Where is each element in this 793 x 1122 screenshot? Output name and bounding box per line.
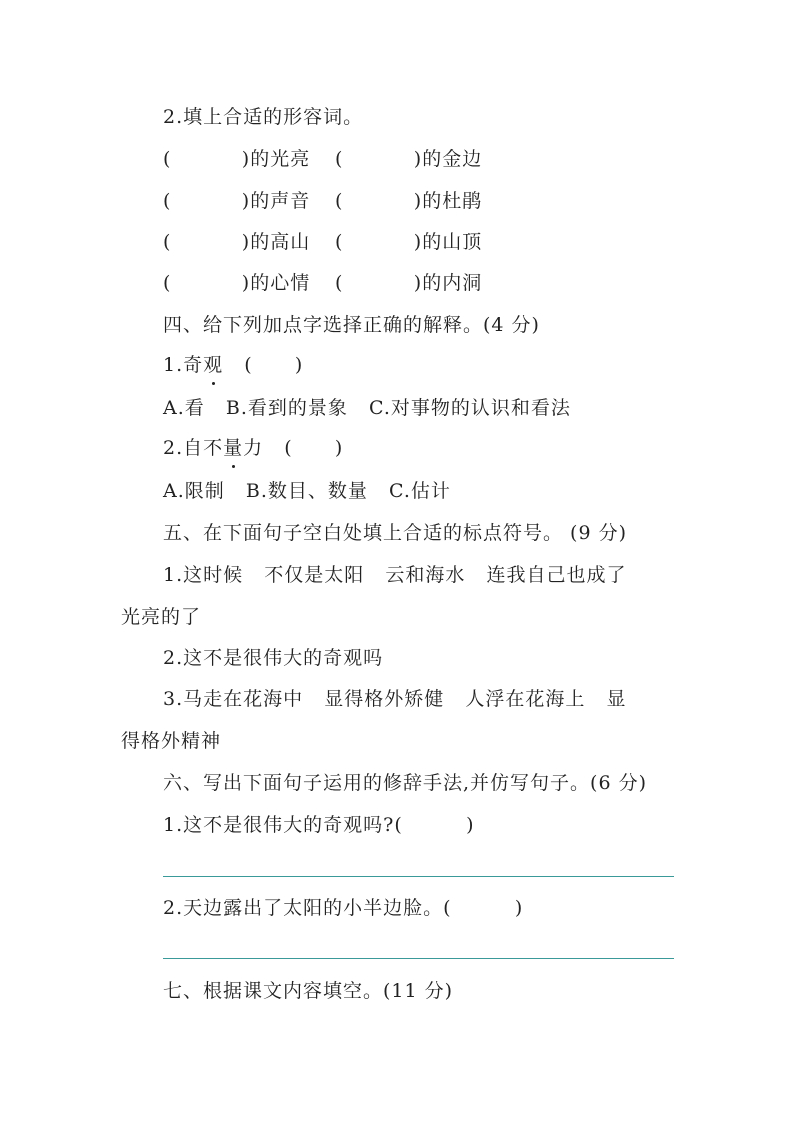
s4-question1 bbox=[163, 352, 303, 378]
s4-q2-dotted-char bbox=[223, 435, 243, 461]
s5-sentence3-cont: 得格外精神 bbox=[121, 730, 222, 752]
q2-row3-a: ( )的高山 bbox=[163, 231, 311, 253]
section6-title: 六、写出下面句子运用的修辞手法,并仿写句子。(6 分) bbox=[163, 772, 647, 794]
section7-title: 七、根据课文内容填空。(11 分) bbox=[163, 980, 454, 1002]
s6-q1-answer-line[interactable] bbox=[163, 876, 674, 877]
s4-q1-prefix: 1.奇 bbox=[163, 354, 204, 376]
section5-title: 五、在下面句子空白处填上合适的标点符号。 (9 分) bbox=[163, 522, 627, 544]
s4-q1-dotted-char bbox=[203, 352, 223, 378]
q2-title: 2.填上合适的形容词。 bbox=[163, 106, 364, 128]
s5-sentence3: 3.马走在花海中 显得格外矫健 人浮在花海上 显 bbox=[163, 688, 627, 710]
section4-title: 四、给下列加点字选择正确的解释。(4 分) bbox=[163, 314, 540, 336]
s4-q1-options: A.看 B.看到的景象 C.对事物的认识和看法 bbox=[163, 397, 571, 419]
s6-question1: 1.这不是很伟大的奇观吗?( ) bbox=[163, 814, 475, 836]
s4-q2-prefix: 2.自不 bbox=[163, 437, 224, 459]
s4-q2-options: A.限制 B.数目、数量 C.估计 bbox=[163, 480, 451, 502]
s5-sentence1-cont: 光亮的了 bbox=[121, 606, 202, 628]
q2-row2-a: ( )的声音 bbox=[163, 190, 311, 212]
s4-q2-suffix: 力 ( ) bbox=[243, 437, 344, 459]
q2-row4-a: ( )的心情 bbox=[163, 272, 311, 294]
s4-q2-dotted-text: 量 bbox=[223, 437, 244, 459]
s4-question2 bbox=[163, 435, 343, 461]
s5-sentence2: 2.这不是很伟大的奇观吗 bbox=[163, 647, 384, 669]
q2-row2-b: ( )的杜鹃 bbox=[335, 190, 483, 212]
s5-sentence1: 1.这时候 不仅是太阳 云和海水 连我自己也成了 bbox=[163, 564, 627, 586]
q2-row1-b: ( )的金边 bbox=[335, 148, 483, 170]
emphasis-dot-icon bbox=[212, 382, 215, 385]
q2-row4-b: ( )的内洞 bbox=[335, 272, 483, 294]
q2-row1-a: ( )的光亮 bbox=[163, 148, 311, 170]
emphasis-dot-icon bbox=[232, 465, 235, 468]
s4-q1-suffix: ( ) bbox=[223, 354, 304, 376]
s6-question2: 2.天边露出了太阳的小半边脸。( ) bbox=[163, 897, 524, 919]
s6-q2-answer-line[interactable] bbox=[163, 958, 674, 959]
q2-row3-b: ( )的山顶 bbox=[335, 231, 483, 253]
s4-q1-dotted-text: 观 bbox=[203, 354, 224, 376]
